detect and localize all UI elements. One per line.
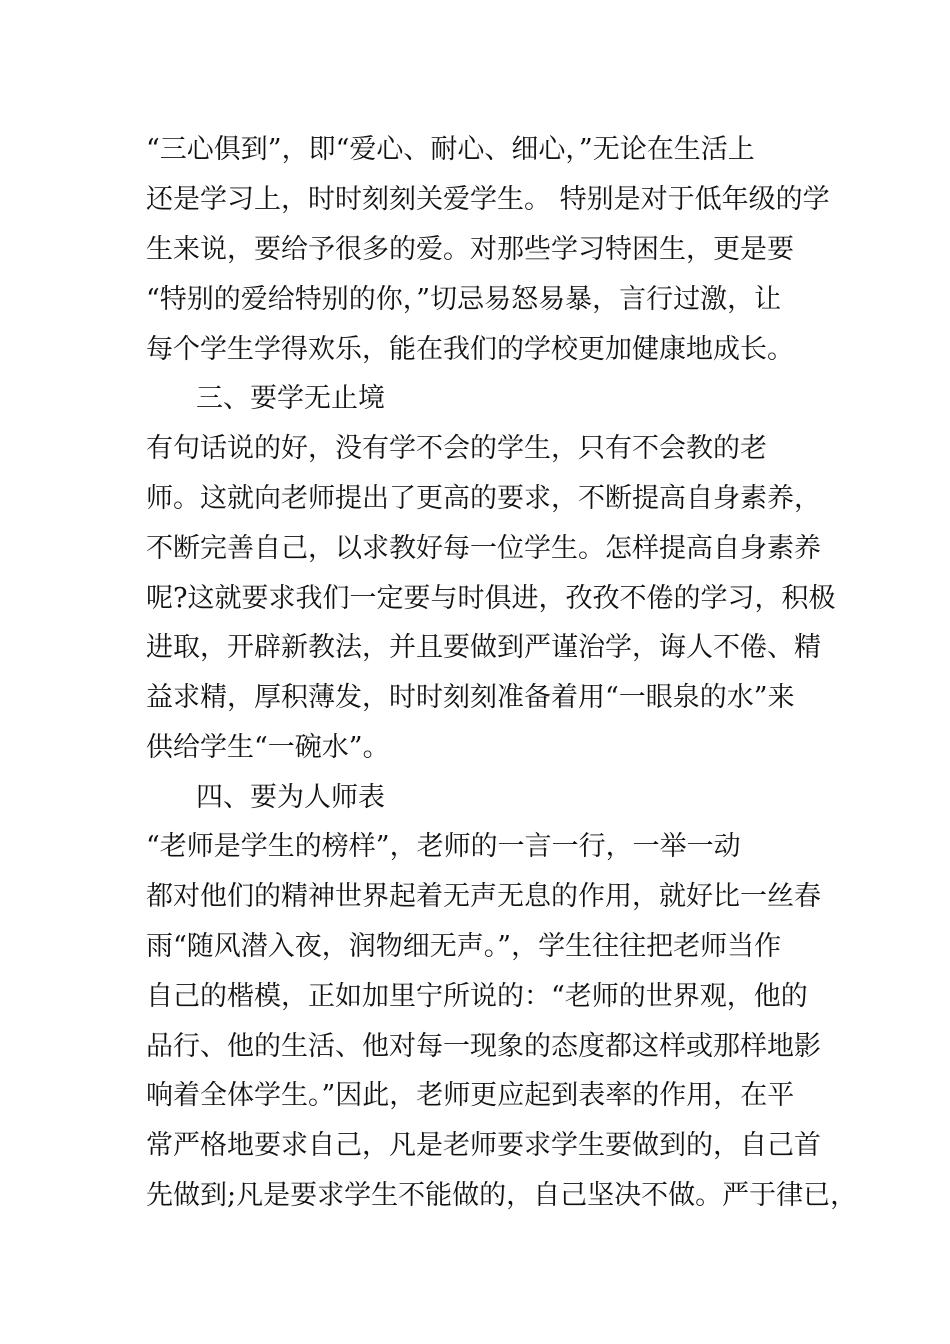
- text-line: 都对他们的精神世界起着无声无息的作用，就好比一丝春: [146, 881, 821, 912]
- text-line: “三心俱到”，即“爱心、耐心、细心，”无论在生活上: [146, 134, 755, 165]
- text-line: 益求精，厚积薄发，时时刻刻准备着用“一眼泉的水”来: [146, 682, 795, 713]
- section-heading: 三、要学无止境: [196, 383, 385, 414]
- text-line: 品行、他的生活、他对每一现象的态度都这样或那样地影: [146, 1031, 821, 1062]
- text-line: 有句话说的好，没有学不会的学生，只有不会教的老: [146, 433, 767, 464]
- text-line: “特别的爱给特别的你，”切忌易怒易暴，言行过激，让: [146, 284, 782, 315]
- text-line: 自己的楷模，正如加里宁所说的：“老师的世界观，他的: [146, 981, 808, 1012]
- section-heading: 四、要为人师表: [196, 782, 385, 813]
- text-line: 呢?这就要求我们一定要与时俱进，孜孜不倦的学习，积极: [146, 583, 836, 614]
- text-line: 先做到;凡是要求学生不能做的，自己坚决不做。严于律已，: [146, 1180, 858, 1211]
- text-line: 响着全体学生。”因此，老师更应起到表率的作用，在平: [146, 1080, 795, 1111]
- text-line: 雨“随风潜入夜，润物细无声。”，学生往往把老师当作: [146, 931, 782, 962]
- text-line: 供给学生“一碗水”。: [146, 732, 390, 763]
- text-line: 还是学习上，时时刻刻关爱学生。 特别是对于低年级的学: [146, 184, 830, 215]
- text-line: 师。这就向老师提出了更高的要求，不断提高自身素养，: [146, 483, 821, 514]
- text-line: 生来说，要给予很多的爱。对那些学习特困生，更是要: [146, 234, 794, 265]
- text-line: “老师是学生的榜样”，老师的一言一行，一举一动: [146, 831, 741, 862]
- text-line: 常严格地要求自己，凡是老师要求学生要做到的，自己首: [146, 1130, 821, 1161]
- text-line: 每个学生学得欢乐，能在我们的学校更加健康地成长。: [146, 334, 794, 365]
- text-line: 不断完善自己，以求教好每一位学生。怎样提高自身素养: [146, 533, 821, 564]
- text-line: 进取，开辟新教法，并且要做到严谨治学，诲人不倦、精: [146, 632, 821, 663]
